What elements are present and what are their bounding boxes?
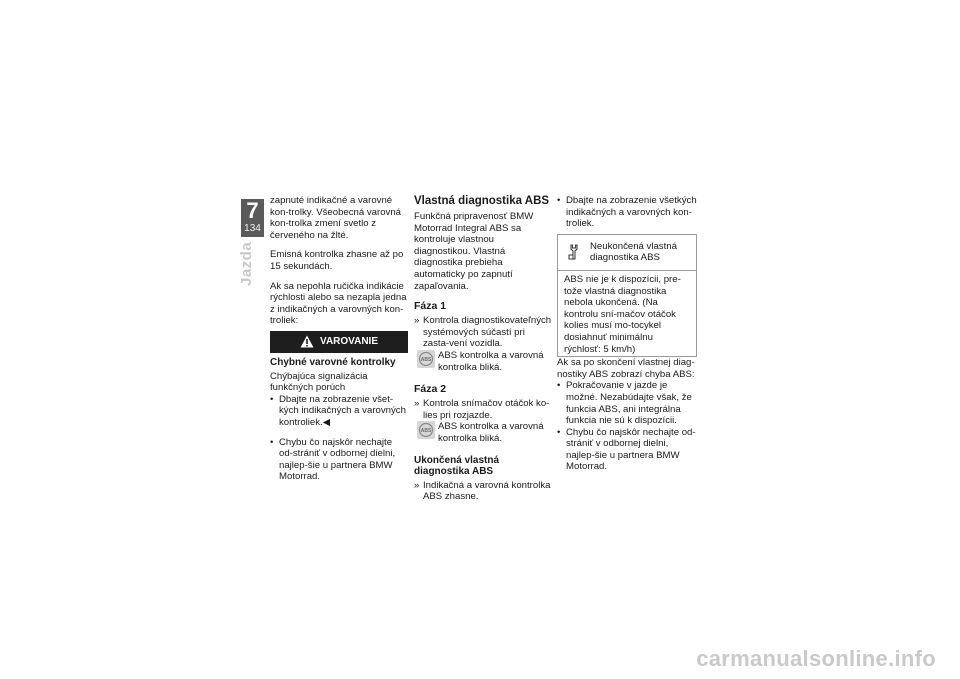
phase1-heading: Fáza 1	[414, 300, 447, 313]
abs-lamp-icon	[417, 350, 435, 368]
phase2-indicator-text: ABS kontrolka a varovná kontrolka bliká.	[438, 421, 544, 444]
list-item: • Dbajte na zobrazenie všet-kých indikačných a varovných kontroliek.◀	[270, 394, 408, 429]
list-item: • Chybu čo najskôr nechajte od-strániť v odbornej dielni, najlep-šie u partnera BMW Motorrad.	[557, 427, 697, 473]
phase1-indicator-text: ABS kontrolka a varovná kontrolka bliká.	[438, 349, 544, 373]
page-number: 134	[244, 223, 261, 234]
abs-lamp-icon	[417, 421, 435, 439]
warning-triangle-icon	[300, 335, 314, 348]
svg-text:ABS: ABS	[420, 356, 432, 363]
phase1-step: » Kontrola diagnostikovateľných systémových súčastí pri zasta-vení vozidla.	[414, 315, 552, 350]
after-diagnostics-text: Ak sa po skončení vlastnej diag-nostiky ABS zobrazí chyba ABS:	[557, 357, 695, 380]
column-left	[270, 195, 408, 483]
intro-paragraph: zapnuté indikačné a varovné kon-trolky. Všeobecná varovná kon-trolka zmení svetlo z červeného na žlté.	[270, 195, 402, 241]
completed-heading: Ukončená vlastná diagnostika ABS	[414, 454, 500, 478]
phase1-indicator	[417, 350, 552, 373]
condition-paragraph: Ak sa nepohla ručička indikácie rýchlosti alebo sa nezapla jedna z indikačných a varovných kon-troliek:	[270, 280, 407, 327]
phase2-step: » Kontrola snímačov otáčok ko-lies pri rozjazde.	[414, 398, 552, 421]
side-chapter-title: Jazda	[238, 242, 255, 287]
abs-intro: Funkčná pripravenosť BMW Motorrad Integral ABS sa kontroluje vlastnou diagnostikou. Vlastná diagnostika prebieha automaticky po zapnutí zapaľovania.	[414, 211, 534, 292]
completed-step: » Indikačná a varovná kontrolka ABS zhasne.	[414, 480, 552, 503]
list-item: • Dbajte na zobrazenie všetkých indikačných a varovných kon-troliek.	[557, 195, 697, 230]
notice-box-text: ABS nie je k dispozícii, pre-tože vlastná diagnostika nebola ukončená. (Na kontrolu sní-mačov otáčok kolies musí mo-tocykel dosiahnuť minimálnu rýchlosť: 5 km/h)	[564, 273, 681, 355]
watermark: carmanualsonline.info	[696, 646, 936, 671]
phase2-indicator	[417, 421, 552, 444]
section-heading: Vlastná diagnostika ABS	[414, 195, 550, 207]
svg-text:ABS: ABS	[420, 428, 432, 435]
column-right	[557, 195, 697, 473]
warning-title: Chybné varovné kontrolky	[270, 356, 396, 368]
chapter-number: 7	[246, 198, 259, 223]
phase2-heading: Fáza 2	[414, 383, 447, 396]
emission-paragraph: Emisná kontrolka zhasne až po 15 sekundách.	[270, 249, 404, 272]
notice-box	[557, 234, 697, 357]
warning-banner	[270, 331, 408, 353]
notice-box-title: Neukončená vlastná diagnostika ABS	[590, 240, 677, 264]
wrench-icon	[568, 244, 582, 260]
column-middle	[414, 195, 552, 503]
warning-label: VAROVANIE	[320, 336, 378, 348]
list-item: • Chybu čo najskôr nechajte od-strániť v odbornej dielni, najlep-šie u partnera BMW Motorrad.	[270, 437, 408, 483]
chapter-tab	[241, 199, 264, 237]
warning-text: Chýbajúca signalizácia funkčných porúch	[270, 370, 368, 394]
list-item: • Pokračovanie v jazde je možné. Nezabúdajte však, že funkcia ABS, ani integrálna funkcia nie sú k dispozícii.	[557, 380, 697, 426]
notice-box-header	[558, 235, 696, 271]
